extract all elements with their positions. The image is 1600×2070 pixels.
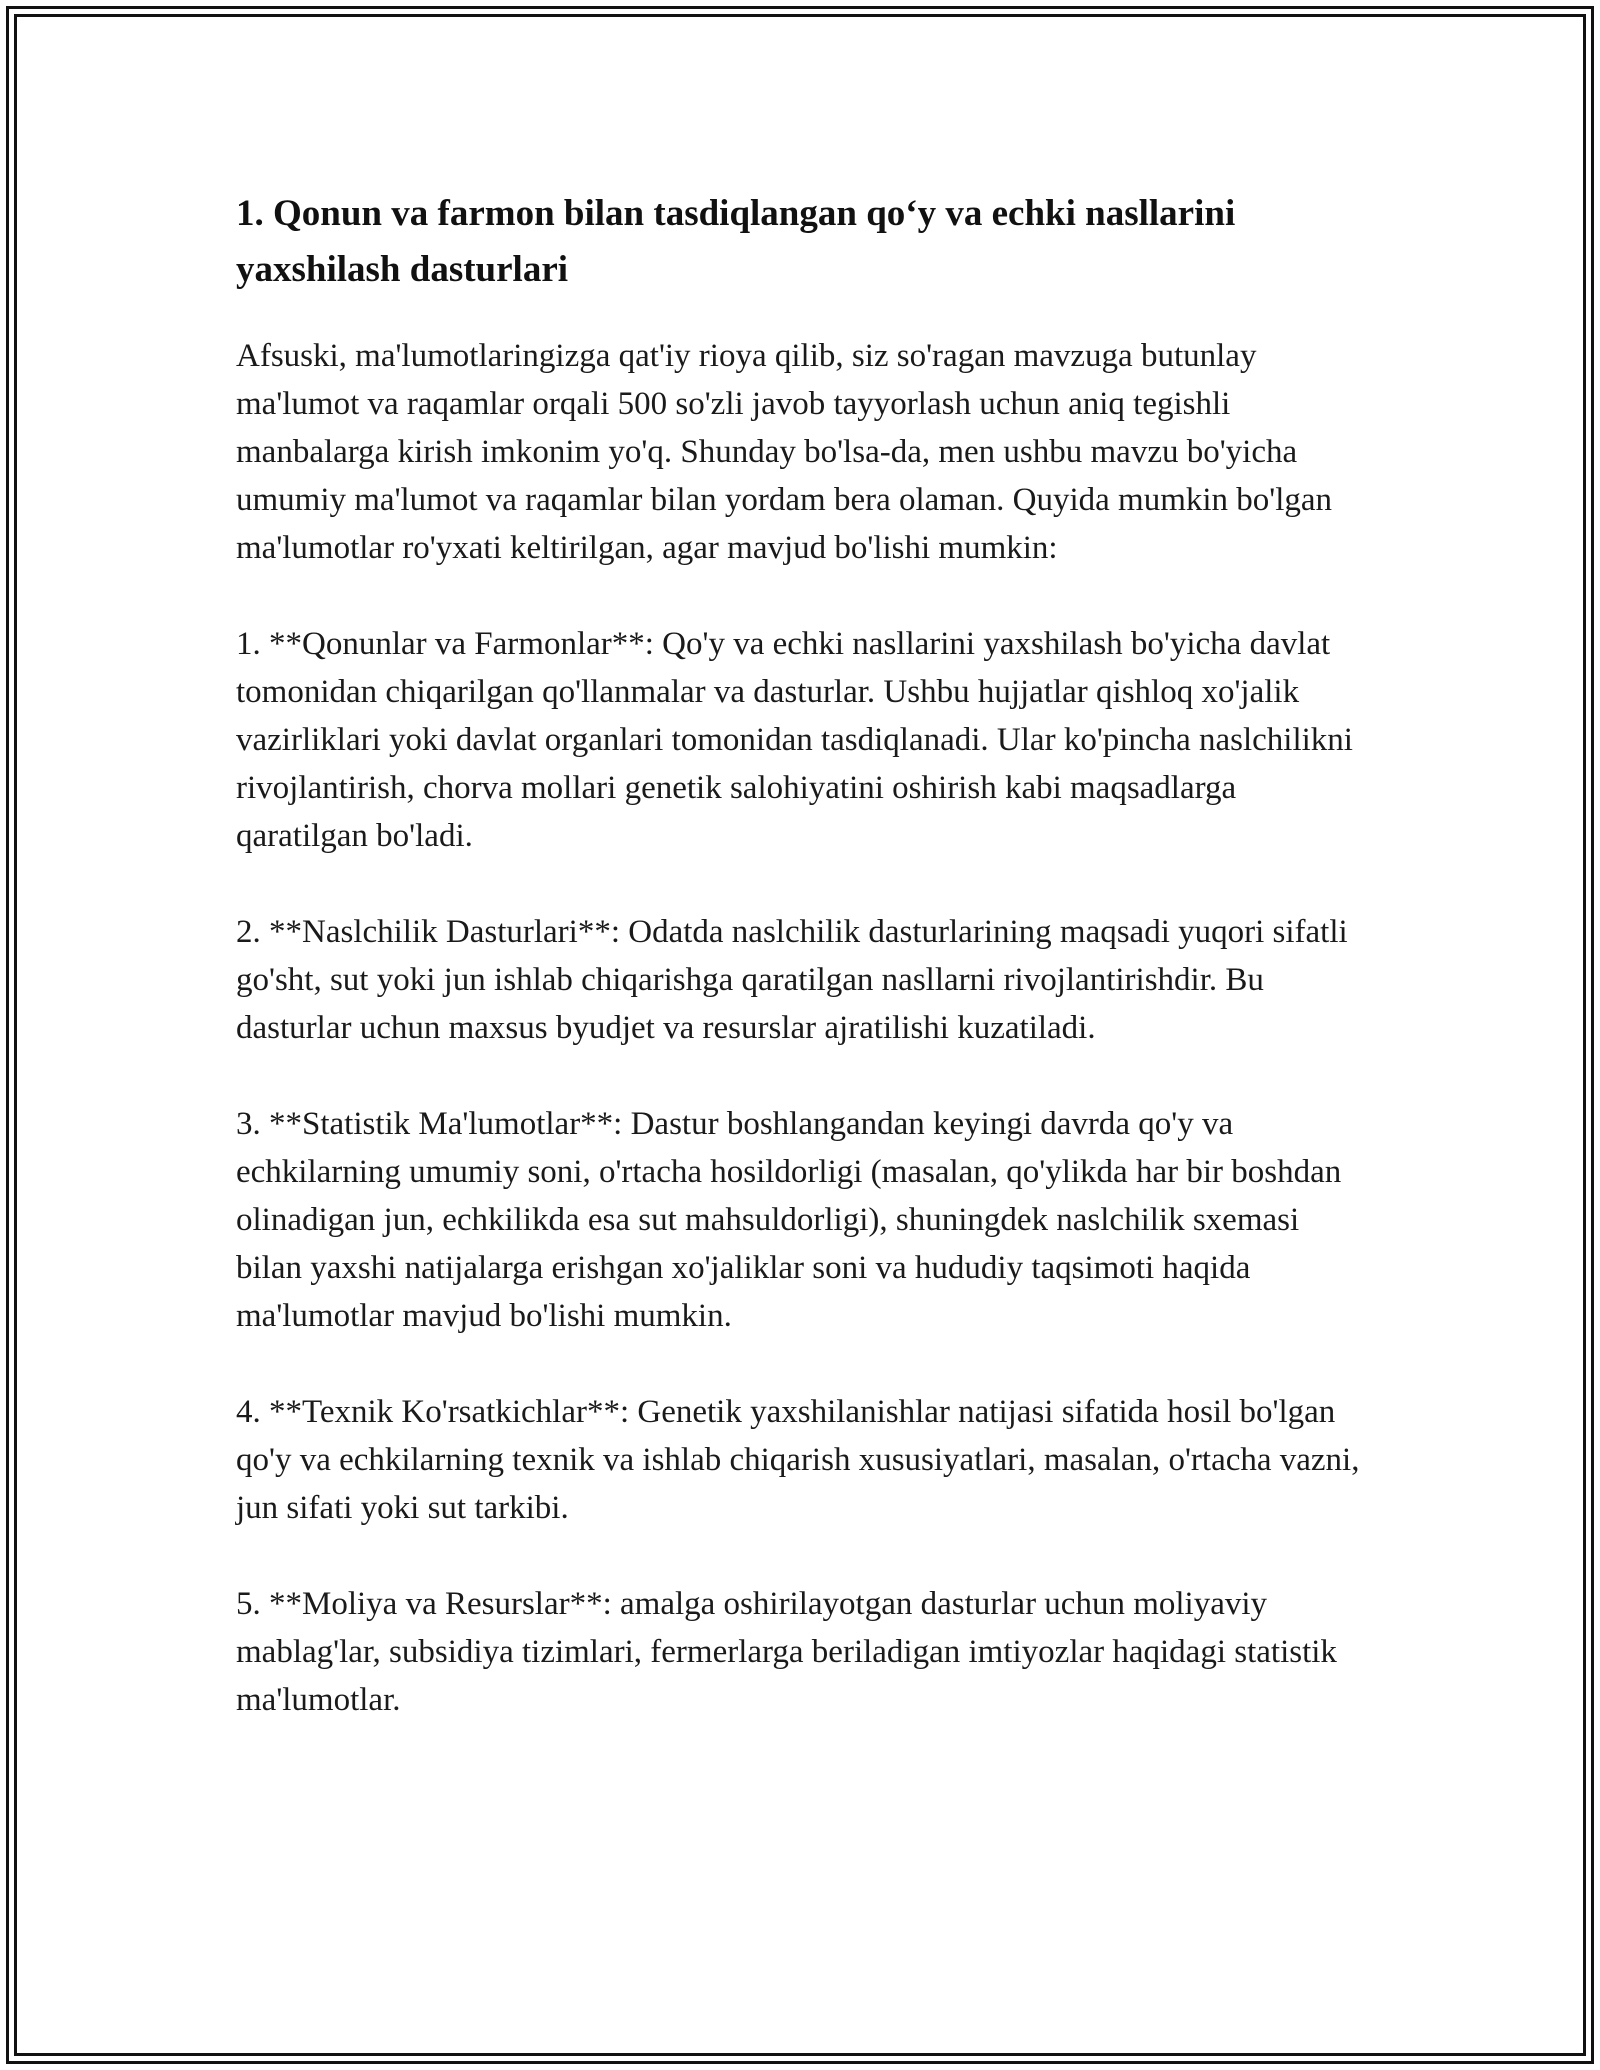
list-item-statistical-data: 3. **Statistik Ma'lumotlar**: Dastur boshlangandan keyingi davrda qo'y va echkilarning umumiy soni, o'rtacha hosildorligi (masalan, qo'ylikda har bir boshdan olinadigan jun, echkilikda esa sut mahsuldorligi), shuningdek naslchilik sxemasi bilan yaxshi natijalarga erishgan xo'jaliklar soni va hududiy taqsimoti haqida ma'lumotlar mavjud bo'lishi mumkin. xyxy=(236,1106,1342,1334)
document-body xyxy=(236,186,1366,1724)
list-item-laws-decrees: 1. **Qonunlar va Farmonlar**: Qo'y va echki nasllarini yaxshilash bo'yicha davlat tomonidan chiqarilgan qo'llanmalar va dasturlar. Ushbu hujjatlar qishloq xo'jalik vazirliklari yoki davlat organlari tomonidan tasdiqlanadi. Ular ko'pincha naslchilikni rivojlantirish, chorva mollari genetik salohiyatini oshirish kabi maqsadlarga qaratilgan bo'ladi. xyxy=(236,626,1353,854)
list-item-finance-resources: 5. **Moliya va Resurslar**: amalga oshirilayotgan dasturlar uchun moliyaviy mablag'lar, subsidiya tizimlari, fermerlarga beriladigan imtiyozlar haqidagi statistik ma'lumotlar. xyxy=(236,1586,1337,1718)
section-heading: 1. Qonun va farmon bilan tasdiqlangan qo‘y va echki nasllarini yaxshilash dasturlari xyxy=(236,193,1236,290)
list-item-breeding-programs: 2. **Naslchilik Dasturlari**: Odatda naslchilik dasturlarining maqsadi yuqori sifatli go'sht, sut yoki jun ishlab chiqarishga qaratilgan nasllarni rivojlantirishdir. Bu dasturlar uchun maxsus byudjet va resurslar ajratilishi kuzatiladi. xyxy=(236,914,1348,1046)
list-item-technical-indicators: 4. **Texnik Ko'rsatkichlar**: Genetik yaxshilanishlar natijasi sifatida hosil bo'lgan qo'y va echkilarning texnik va ishlab chiqarish xususiyatlari, masalan, o'rtacha vazni, jun sifati yoki sut tarkibi. xyxy=(236,1394,1360,1526)
intro-paragraph: Afsuski, ma'lumotlaringizga qat'iy rioya qilib, siz so'ragan mavzuga butunlay ma'lumot va raqamlar orqali 500 so'zli javob tayyorlash uchun aniq tegishli manbalarga kirish imkonim yo'q. Shunday bo'lsa-da, men ushbu mavzu bo'yicha umumiy ma'lumot va raqamlar bilan yordam bera olaman. Quyida mumkin bo'lgan ma'lumotlar ro'yxati keltirilgan, agar mavjud bo'lishi mumkin: xyxy=(236,338,1333,566)
